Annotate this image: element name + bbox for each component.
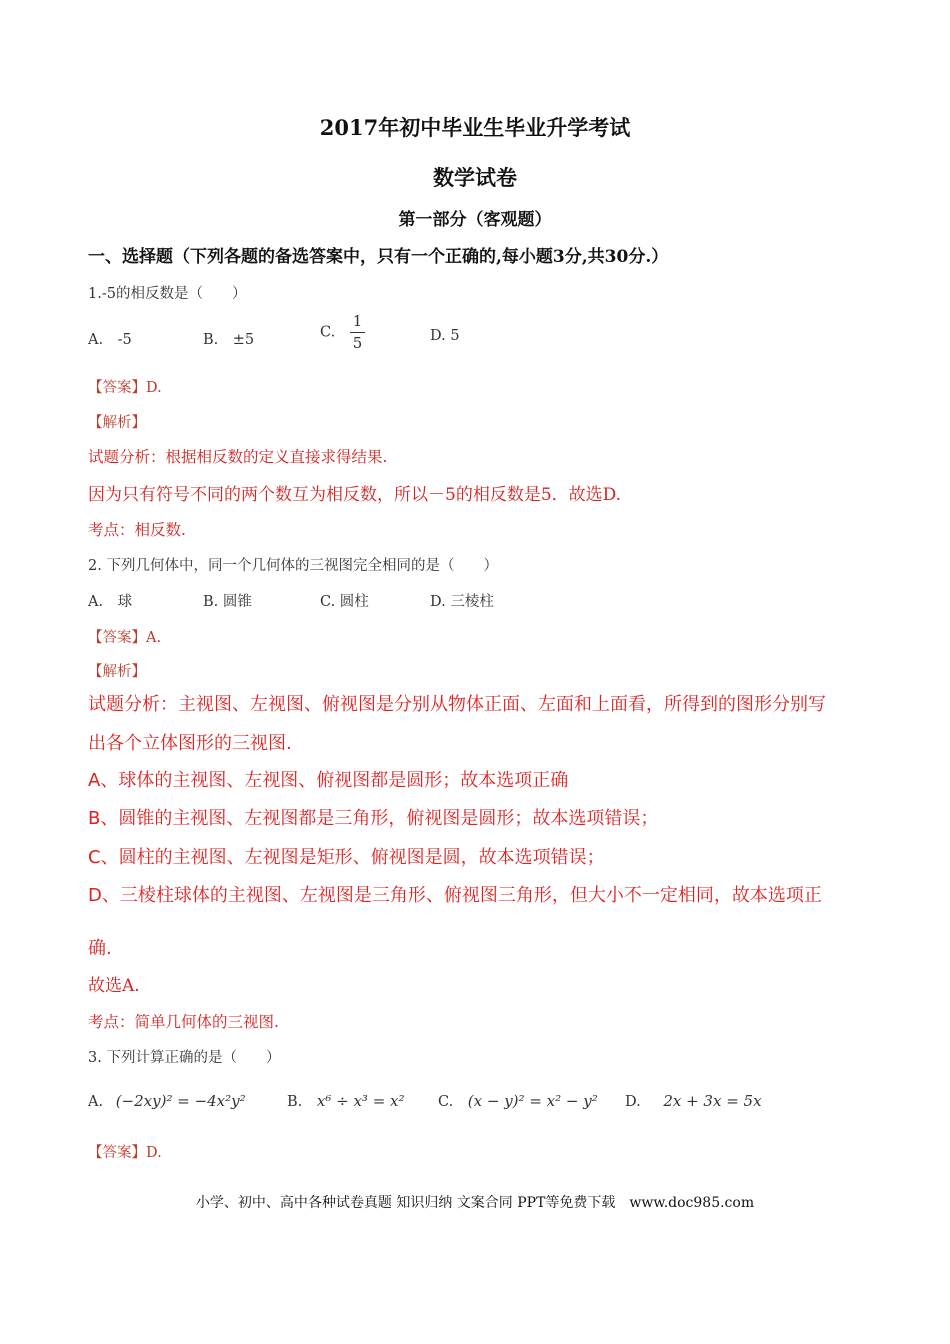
q3-option-b-formula: x⁶ ÷ x³ = x² [316,1092,405,1110]
q2-analysis-line-5: C、圆柱的主视图、左视图是矩形、俯视图是圆，故本选项错误； [88,847,605,868]
q2-stem: 2. 下列几何体中，同一个几何体的三视图完全相同的是（ ） [88,558,498,574]
q1-option-b: B. ±5 [203,332,255,348]
q1-option-a: A. -5 [88,332,132,348]
q1-option-c-fraction [350,314,366,351]
q1-option-c-label: C. [320,324,336,341]
q2-option-d: D. 三棱柱 [430,594,494,610]
q3-option-c-label: C. [438,1094,454,1110]
q2-answer: 【答案】A. [88,630,162,646]
q3-option-c [438,1092,598,1110]
q2-option-b: B. 圆锥 [203,594,252,610]
q2-analysis-line-3: A、球体的主视图、左视图、俯视图都是圆形；故本选项正确 [88,770,569,791]
q2-option-c: C. 圆柱 [320,594,369,610]
q1-analysis-tag: 【解析】 [88,415,146,431]
q3-option-d [625,1092,762,1110]
q2-analysis-line-1: 试题分析：主视图、左视图、俯视图是分别从物体正面、左面和上面看，所得到的图形分别写 [88,694,826,715]
q3-option-d-label: D. [625,1094,641,1110]
q1-option-c [320,314,365,351]
q1-stem: 1.-5的相反数是（ ） [88,286,247,302]
q3-option-d-formula: 2x + 3x = 5x [663,1092,762,1110]
q3-option-a [88,1092,246,1110]
part-heading: 第一部分（客观题） [398,210,552,230]
q1-analysis-line-1: 试题分析：根据相反数的定义直接求得结果. [88,448,388,466]
q2-analysis-line-4: B、圆锥的主视图、左视图都是三角形，俯视图是圆形；故本选项错误； [88,808,659,829]
q2-point: 考点：简单几何体的三视图. [88,1013,279,1031]
q3-option-a-formula: (−2xy)² = −4x²y² [115,1092,246,1110]
q1-answer: 【答案】D. [88,380,162,396]
q3-answer: 【答案】D. [88,1145,162,1161]
q1-analysis-line-2: 因为只有符号不同的两个数互为相反数，所以－5的相反数是5．故选D. [88,485,622,505]
fraction-denominator: 5 [352,334,363,352]
q2-option-a: A. 球 [88,594,133,610]
page-footer: 小学、初中、高中各种试卷真题 知识归纳 文案合同 PPT等免费下载 www.doc985.com [195,1195,755,1211]
q3-option-b [287,1092,405,1110]
q2-analysis-line-7: 确. [88,938,112,959]
q3-option-a-label: A. [88,1094,104,1110]
q3-option-b-label: B. [287,1094,303,1110]
q2-choose: 故选A. [88,976,140,996]
q3-stem: 3. 下列计算正确的是（ ） [88,1050,281,1066]
q1-option-d: D. 5 [430,328,460,344]
section-heading: 一、选择题（下列各题的备选答案中，只有一个正确的,每小题3分,共30分.） [88,247,669,267]
q2-analysis-tag: 【解析】 [88,664,146,680]
fraction-numerator: 1 [350,314,366,333]
exam-subtitle: 数学试卷 [433,165,517,190]
q1-point: 考点：相反数. [88,521,186,539]
q2-analysis-line-6: D、三棱柱球体的主视图、左视图是三角形、俯视图三角形，但大小不一定相同，故本选项正 [88,885,822,906]
q2-analysis-line-2: 出各个立体图形的三视图. [88,733,292,754]
exam-title: 2017年初中毕业生毕业升学考试 [319,115,631,140]
q3-option-c-formula: (x − y)² = x² − y² [467,1092,598,1110]
